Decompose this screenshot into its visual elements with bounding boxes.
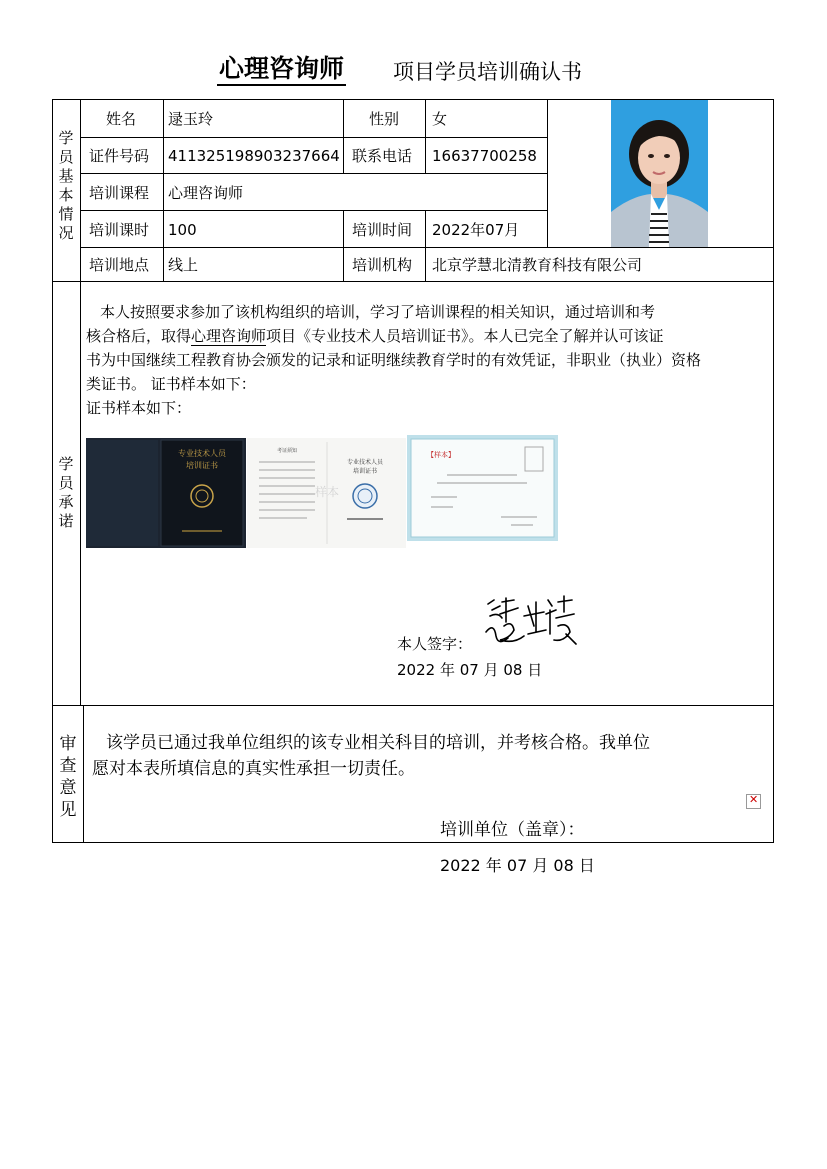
hours-label: 培训课时 <box>89 221 150 239</box>
place-label: 培训地点 <box>89 256 150 274</box>
inner-subtitle-text: 培训证书 <box>352 468 378 475</box>
section-label-basic-info: 学 员 基 本 情 况 <box>58 129 74 242</box>
inner-seal-icon <box>353 484 377 508</box>
section-label-review: 审 查 意 见 <box>59 734 77 820</box>
org-value: 北京学慧北清教育科技有限公司 <box>432 256 643 274</box>
training-time-value: 2022年07月 <box>432 221 520 239</box>
broken-image-icon <box>746 794 761 809</box>
org-label: 培训机构 <box>352 256 413 274</box>
id-number-value: 411325198903237664 <box>168 147 340 165</box>
course-value: 心理咨询师 <box>168 184 244 202</box>
sample-tag-text: 【样本】 <box>427 451 455 459</box>
phone-label: 联系电话 <box>352 147 413 165</box>
gender-value: 女 <box>432 110 448 128</box>
inner-title-text: 专业技术人员 <box>346 459 384 466</box>
notice-title-text: 考证须知 <box>276 448 298 454</box>
course-label: 培训课程 <box>89 184 150 202</box>
document-title-course: 心理咨询师 <box>217 54 346 86</box>
name-label: 姓名 <box>106 110 137 128</box>
phone-value: 16637700258 <box>432 147 537 165</box>
review-line-1: 该学员已通过我单位组织的该专业相关科目的培训，并考核合格。我单位 <box>106 733 650 753</box>
document-title-sub: 项目学员培训确认书 <box>393 60 582 84</box>
certificate-cover-image <box>86 438 246 548</box>
training-unit-stamp-label: 培训单位（盖章）： <box>440 820 585 840</box>
watermark-text: 样本 <box>314 485 340 499</box>
promise-line-4: 类证书。 证书样本如下： <box>86 375 256 393</box>
section-label-promise: 学 员 承 诺 <box>58 455 74 530</box>
student-photo <box>611 100 708 247</box>
promise-course-name: 心理咨询师 <box>191 327 267 345</box>
gender-label: 性别 <box>369 110 400 128</box>
promise-line-5: 证书样本如下： <box>86 399 192 417</box>
cover-subtitle-text: 培训证书 <box>186 461 218 470</box>
training-time-label: 培训时间 <box>352 221 413 239</box>
place-value: 线上 <box>168 256 199 274</box>
promise-line-3: 书为中国继续工程教育协会颁发的记录和证明继续教育学时的有效凭证，非职业（执业）资格 <box>86 351 702 369</box>
signature-label: 本人签字： <box>397 635 473 653</box>
review-line-2: 愿对本表所填信息的真实性承担一切责任。 <box>92 759 415 779</box>
signature-date: 2022 年 07 月 08 日 <box>397 661 543 679</box>
name-value: 逯玉玲 <box>168 110 214 128</box>
promise-line-1: 本人按照要求参加了该机构组织的培训，学习了培训课程的相关知识，通过培训和考 <box>100 303 656 321</box>
hours-value: 100 <box>168 221 197 239</box>
certificate-inner-image <box>247 438 406 548</box>
certificate-sample-image <box>407 435 558 541</box>
id-number-label: 证件号码 <box>89 147 150 165</box>
review-date: 2022 年 07 月 08 日 <box>440 856 595 875</box>
cover-title-text: 专业技术人员 <box>178 449 226 458</box>
promise-line-2: 核合格后，取得心理咨询师项目《专业技术人员培训证书》。本人已完全了解并认可该证 <box>86 327 664 345</box>
handwritten-signature <box>484 592 580 652</box>
